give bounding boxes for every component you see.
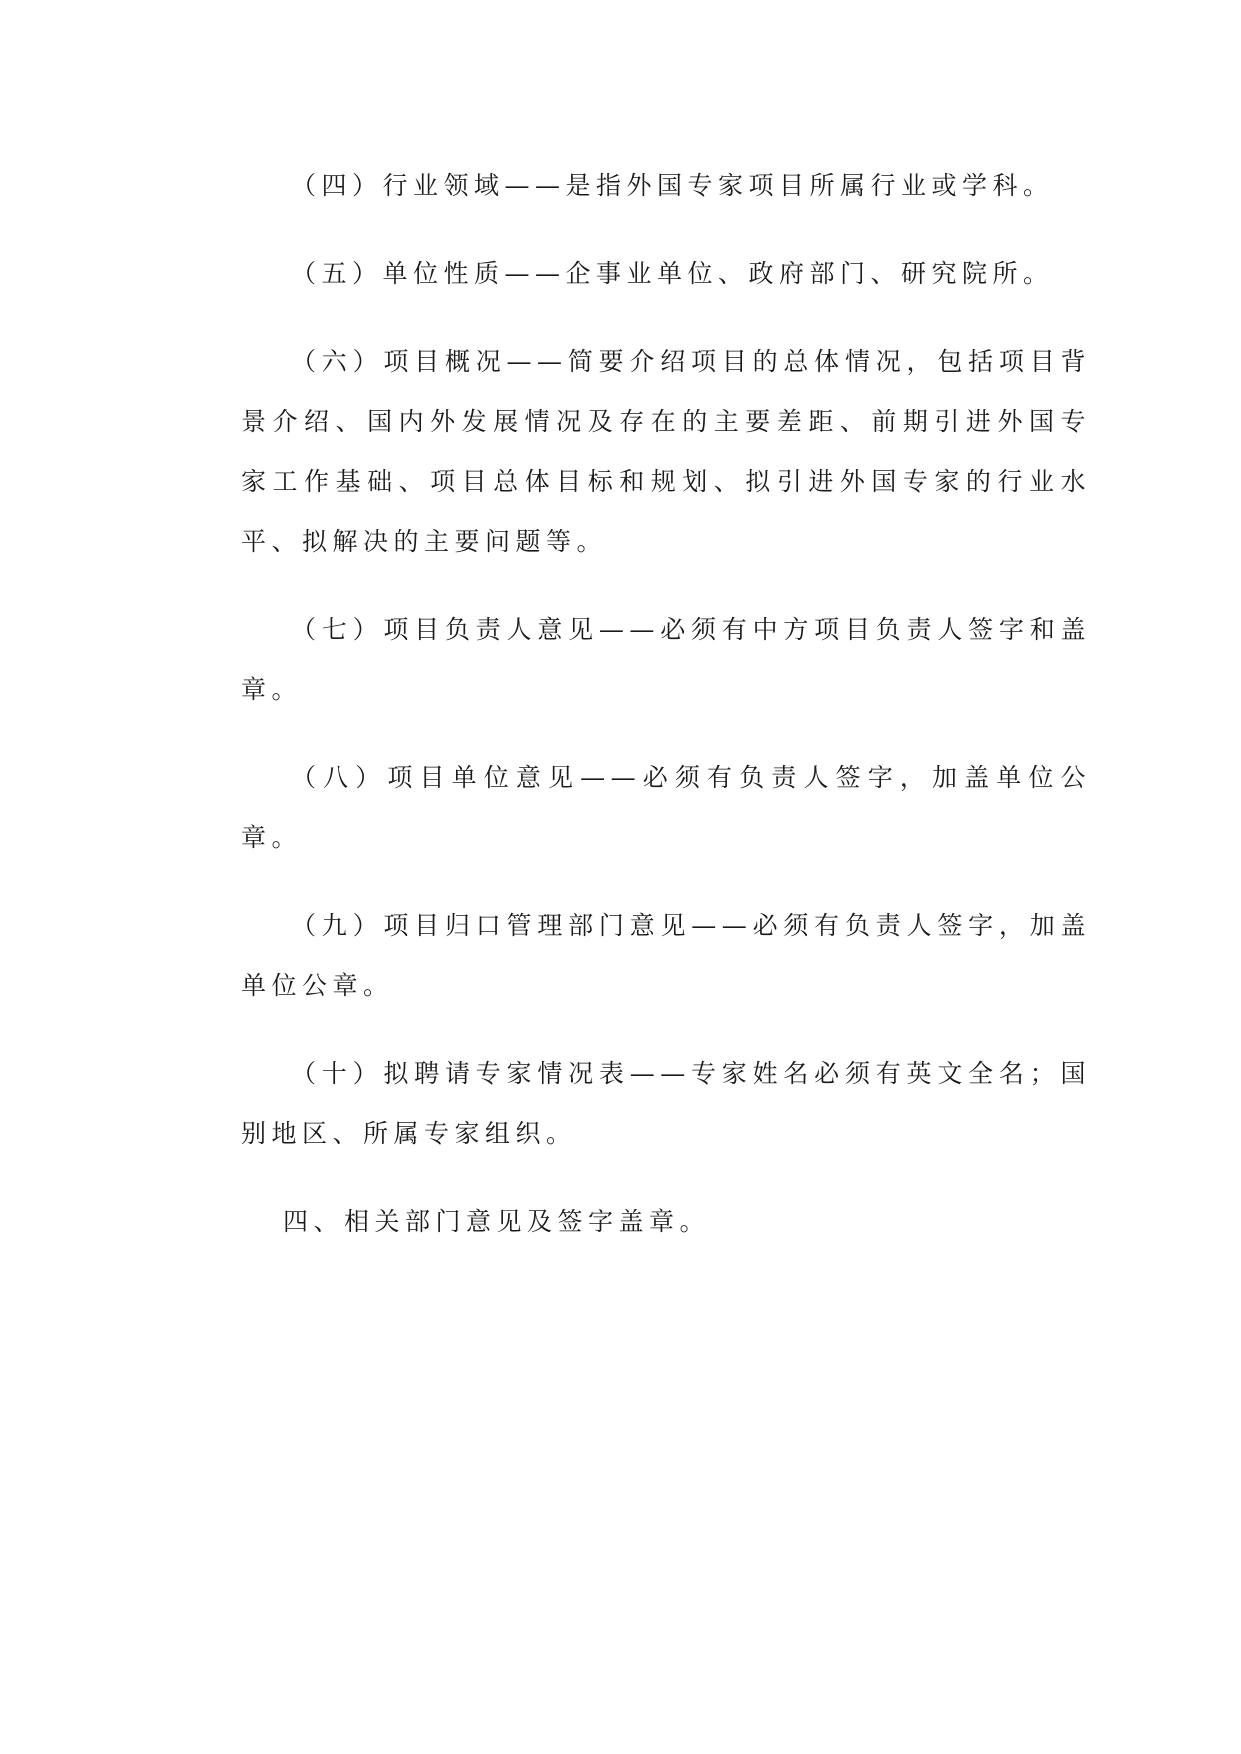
paragraph-management-department-opinion: （九）项目归口管理部门意见——必须有负责人签字，加盖单位公章。 xyxy=(241,911,1091,1000)
paragraph-industry-field: （四）行业领域——是指外国专家项目所属行业或学科。 xyxy=(291,171,1054,200)
paragraph-expert-info-table: （十）拟聘请专家情况表——专家姓名必须有英文全名；国别地区、所属专家组织。 xyxy=(241,1059,1091,1148)
paragraph-project-unit-opinion: （八）项目单位意见——必须有负责人签字，加盖单位公章。 xyxy=(241,763,1091,852)
document-body xyxy=(241,156,1091,1280)
paragraph-unit-nature: （五）单位性质——企事业单位、政府部门、研究院所。 xyxy=(291,259,1054,288)
paragraph-project-leader-opinion: （七）项目负责人意见——必须有中方项目负责人签字和盖章。 xyxy=(241,615,1091,704)
paragraph-department-opinions: 四、相关部门意见及签字盖章。 xyxy=(283,1207,711,1236)
paragraph-project-overview: （六）项目概况——简要介绍项目的总体情况，包括项目背景介绍、国内外发展情况及存在的主要差距、前期引进外国专家工作基础、项目总体目标和规划、拟引进外国专家的行业水平、拟解决的主要问题等。 xyxy=(241,347,1091,556)
